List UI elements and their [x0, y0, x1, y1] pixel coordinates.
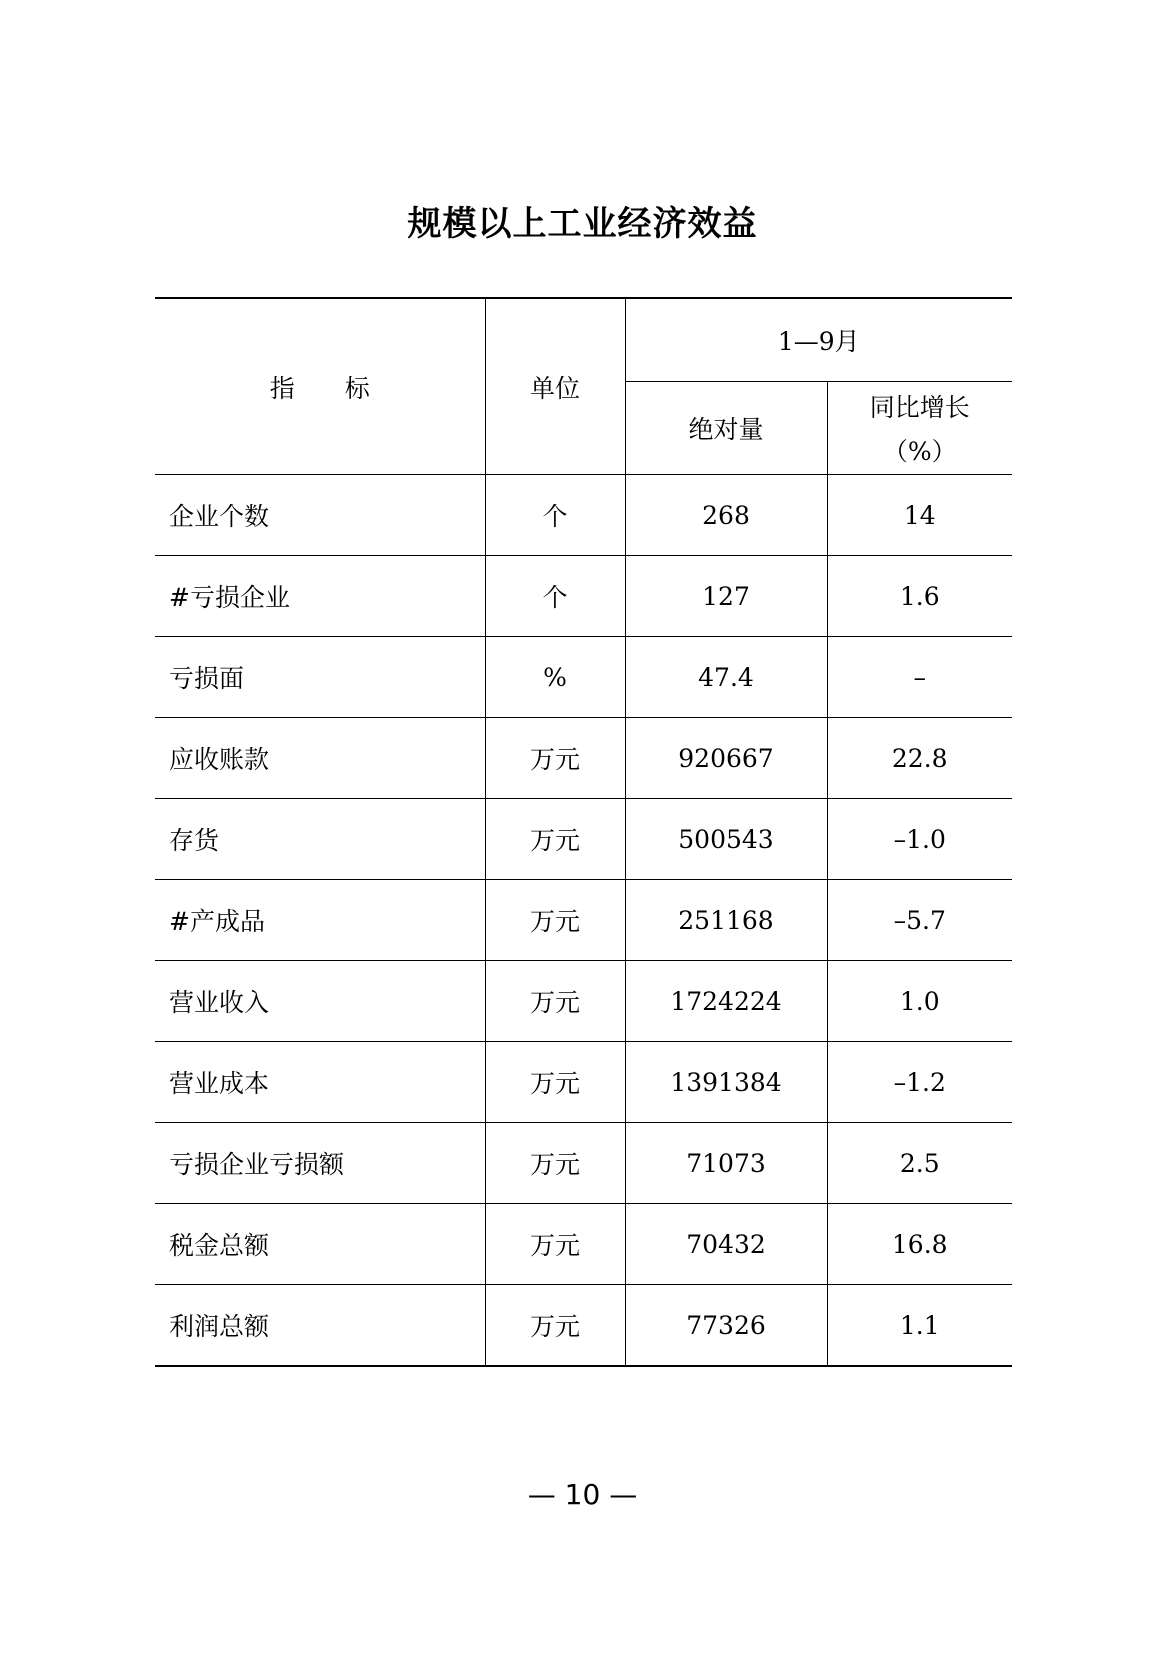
- header-indicator: 指 标: [155, 298, 485, 475]
- row-unit: 个: [485, 475, 625, 556]
- table-row: [155, 1123, 1012, 1204]
- row-yoy: 1.0: [827, 961, 1012, 1042]
- header-yoy-label: 同比增长: [869, 393, 970, 422]
- header-unit: 单位: [485, 298, 625, 475]
- row-name: 应收账款: [155, 718, 485, 799]
- row-name: 企业个数: [155, 475, 485, 556]
- header-absolute: 绝对量: [625, 382, 827, 475]
- table-row: [155, 880, 1012, 961]
- row-value: 500543: [625, 799, 827, 880]
- row-yoy: 14: [827, 475, 1012, 556]
- row-name: #产成品: [155, 880, 485, 961]
- row-name: 利润总额: [155, 1285, 485, 1367]
- table-row: [155, 1042, 1012, 1123]
- table-row: [155, 961, 1012, 1042]
- row-unit: 个: [485, 556, 625, 637]
- row-yoy: 1.1: [827, 1285, 1012, 1367]
- row-name: 亏损企业亏损额: [155, 1123, 485, 1204]
- row-value: 1391384: [625, 1042, 827, 1123]
- row-value: 920667: [625, 718, 827, 799]
- row-unit: 万元: [485, 1123, 625, 1204]
- page-title: 规模以上工业经济效益: [407, 204, 758, 244]
- row-name: 存货: [155, 799, 485, 880]
- row-yoy: 22.8: [827, 718, 1012, 799]
- row-yoy: –1.0: [827, 799, 1012, 880]
- table-row: [155, 637, 1012, 718]
- table-row: [155, 556, 1012, 637]
- row-value: 77326: [625, 1285, 827, 1367]
- row-name: 亏损面: [155, 637, 485, 718]
- row-name: #亏损企业: [155, 556, 485, 637]
- row-value: 70432: [625, 1204, 827, 1285]
- row-unit: %: [485, 637, 625, 718]
- row-unit: 万元: [485, 799, 625, 880]
- header-yoy: [827, 382, 1012, 475]
- table-row: [155, 1285, 1012, 1367]
- industrial-efficiency-table: [155, 297, 1012, 1367]
- page-number: — 10 —: [527, 1478, 638, 1511]
- row-unit: 万元: [485, 880, 625, 961]
- row-value: 251168: [625, 880, 827, 961]
- row-unit: 万元: [485, 1285, 625, 1367]
- row-name: 营业收入: [155, 961, 485, 1042]
- row-value: 71073: [625, 1123, 827, 1204]
- row-value: 268: [625, 475, 827, 556]
- row-value: 1724224: [625, 961, 827, 1042]
- row-yoy: 1.6: [827, 556, 1012, 637]
- row-value: 127: [625, 556, 827, 637]
- header-period: 1—9月: [625, 298, 1012, 382]
- header-row-1: [155, 298, 1012, 382]
- row-yoy: –5.7: [827, 880, 1012, 961]
- table-row: [155, 1204, 1012, 1285]
- row-value: 47.4: [625, 637, 827, 718]
- row-name: 税金总额: [155, 1204, 485, 1285]
- row-unit: 万元: [485, 961, 625, 1042]
- table-row: [155, 475, 1012, 556]
- table-row: [155, 718, 1012, 799]
- row-unit: 万元: [485, 1204, 625, 1285]
- row-yoy: –1.2: [827, 1042, 1012, 1123]
- row-yoy: 16.8: [827, 1204, 1012, 1285]
- row-unit: 万元: [485, 718, 625, 799]
- row-name: 营业成本: [155, 1042, 485, 1123]
- row-yoy: 2.5: [827, 1123, 1012, 1204]
- row-yoy: –: [827, 637, 1012, 718]
- header-yoy-unit: （%）: [882, 437, 957, 466]
- table-row: [155, 799, 1012, 880]
- row-unit: 万元: [485, 1042, 625, 1123]
